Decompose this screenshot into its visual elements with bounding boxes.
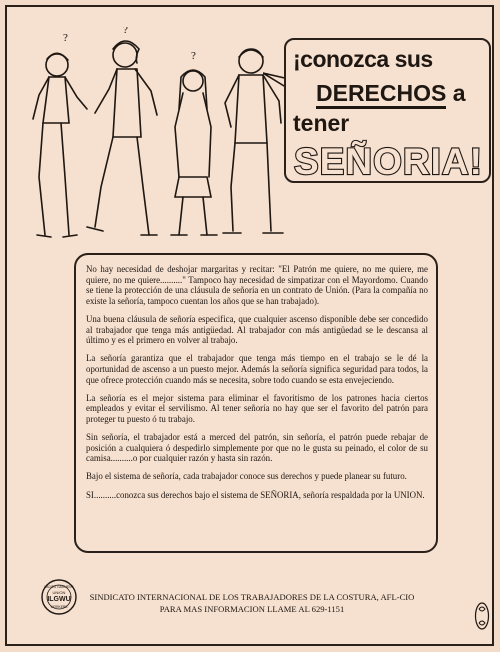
paragraph-1: No hay necesidad de deshojar margaritas y recitar: "El Patrón me quiere, no me quiere, me quiere, no me quiere.........." Tampoco hay necesidad de simpatizar con el Mayordomo. Cuando se tiene la protección de una cláusula de señoría en un contrato de Unión. (Para la compañía no existe la señoría, tampoco cuentan los años que se han trabajado). — [86, 264, 428, 306]
paragraph-4: La señoría es el mejor sistema para eliminar el favoritismo de los patrones hacia ciertos empleados y evitar el servilismo. Al tener señoría no hay que ser el favorito del patrón para proteger tu puesto ó tu trabajo. — [86, 392, 428, 424]
footer-phone-line: PARA MAS INFORMACION LLAME AL 629-1151 — [159, 604, 345, 614]
paragraph-3: La señoría garantiza que el trabajador que tenga más tiempo en el trabajo se le dé la oportunidad de ascenso a un puesto mejor. Además la señoría significa seguridad para todos, la que ofrece protección cuando más se necesita, sobre todo cuando se esta envejeciendo. — [86, 353, 428, 385]
senoria-text: SEÑORIA! — [294, 141, 483, 182]
headline-line-1: ¡conozca sus — [293, 46, 433, 72]
svg-text:?: ? — [63, 32, 68, 44]
headline-line-3: tener — [293, 110, 350, 136]
footer — [82, 591, 422, 615]
logo-main: ILGWU — [47, 596, 71, 603]
logo-ring-bottom: WORKERS — [50, 605, 68, 609]
svg-text:?: ? — [123, 27, 128, 36]
derechos-word: DERECHOS — [316, 80, 446, 109]
paragraph-2: Una buena cláusula de señoría especifica, que cualquier ascenso disponible debe ser concedido al trabajador que tenga más antigüedad. Al trabajador con más antigüedad se le descansa al último y es el primero en volver al trabajo. — [86, 313, 428, 346]
worker-figure-3 — [171, 70, 217, 235]
headline-bubble — [284, 38, 491, 183]
poster — [5, 5, 494, 646]
logo-ring-top: LADIES GARMENT — [44, 585, 74, 589]
union-bug-icon — [474, 601, 490, 631]
worker-figure-2 — [87, 41, 157, 235]
svg-text:?: ? — [191, 50, 196, 62]
headline-line-2-rest: a — [446, 80, 466, 106]
body-text — [86, 264, 428, 508]
paragraph-5: Sin señoría, el trabajador está a merced del patrón, sin señoría, el patrón puede rebajar de posición a cualquiera ó despedirlo simplemente por que no le gusta su peinado, el color de su camisa..........o por cualquier razón y hasta sin razón. — [86, 432, 428, 464]
paragraph-6: Bajo el sistema de señoría, cada trabajador conoce sus derechos y puede planear su futuro. — [86, 471, 407, 482]
logo-ring-mid: UNION — [52, 590, 66, 595]
worker-figure-1 — [33, 53, 87, 237]
footer-union-name: SINDICATO INTERNACIONAL DE LOS TRABAJADORES DE LA COSTURA, AFL-CIO — [89, 592, 415, 602]
workers-illustration — [25, 27, 293, 247]
senoria-emphasis — [292, 136, 487, 182]
body-text-frame — [74, 253, 438, 553]
ilgwu-logo — [41, 579, 77, 615]
headline-line-2 — [316, 80, 466, 107]
paragraph-7: SI..........conozca sus derechos bajo el sistema de SEÑORIA, señoría respaldada por la UNION. — [86, 489, 425, 500]
